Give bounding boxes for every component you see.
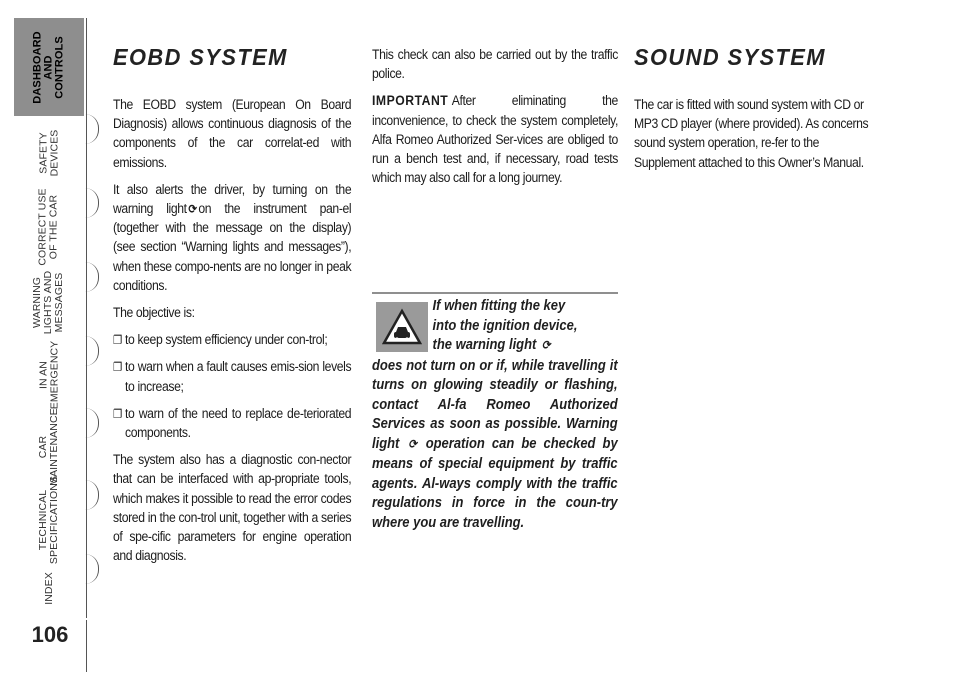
- engine-check-icon: ⟳: [188, 202, 197, 217]
- checkbox-bullet-icon: ❐: [113, 333, 122, 348]
- eobd-title: EOBD SYSTEM: [113, 44, 288, 70]
- warning-rest-a: does not turn on or if, while travelling it turns on glowing steadily or flashing, contact Al-fa Romeo Authorized Services as soon as possible. Warning light: [372, 356, 618, 452]
- tab-separator: [58, 336, 99, 366]
- eobd-paragraph-2: [113, 181, 351, 296]
- page-number-rule: [86, 620, 87, 672]
- tab-label: SAFETY DEVICES: [36, 129, 60, 177]
- tab-divider-line: [86, 18, 87, 618]
- important-paragraph: [372, 92, 618, 188]
- warning-line-1: If when fitting the key: [432, 297, 566, 314]
- tab-separator: [58, 188, 99, 218]
- important-text: After eliminating the inconvenience, to check the system completely, Alfa Romeo Authorized Ser-vices are obliged to run a bench test and, if necessary, road tests which may also call for a long journey.: [372, 93, 618, 187]
- warning-line-2: into the ignition device,: [432, 316, 578, 334]
- sound-paragraph-1: The car is fitted with sound system with CD or MP3 CD player (where provided). As concerns sound system operation, re-fer to the Supplement attached to this Owner’s Manual.: [634, 97, 869, 171]
- sound-body: [634, 96, 877, 181]
- tab-label: IN AN EMERGENCY: [36, 340, 60, 410]
- page-number: 106: [31, 622, 69, 647]
- warning-line-3-text: the warning light: [432, 336, 537, 353]
- eobd-body: [113, 96, 351, 574]
- warning-line-3: [372, 335, 618, 356]
- tab-label: WARNING LIGHTS AND MESSAGES: [31, 270, 66, 334]
- checkbox-bullet-icon: ❐: [113, 406, 122, 421]
- warning-box: [372, 292, 618, 558]
- tab-label: DASHBOARD AND CONTROLS: [31, 30, 66, 104]
- eobd-paragraph-1: The EOBD system (European On Board Diagnosis) allows continuous diagnosis of the components of the car correlat-ed with emissions.: [113, 97, 352, 171]
- middle-paragraph-1: This check can also be carried out by the traffic police.: [372, 47, 618, 83]
- tab-label: INDEX: [42, 571, 55, 605]
- engine-check-icon: ⟳: [408, 436, 417, 451]
- tab-separator: [58, 408, 99, 438]
- bullet-text: to warn of the need to replace de-teriorated components.: [125, 405, 352, 442]
- bullet-item: [113, 331, 351, 350]
- tab-separator: [58, 114, 99, 144]
- engine-check-icon: ⟳: [541, 338, 551, 352]
- tab-separator: [58, 554, 99, 584]
- tab-label: CAR MAINTENANCE: [37, 408, 60, 486]
- bullet-text: to warn when a fault causes emis-sion levels to increase;: [125, 359, 352, 395]
- eobd-p2-start: It also alerts the driver, by turning on the warning light: [113, 181, 352, 218]
- bullet-item: [113, 358, 351, 396]
- warning-rest-b: operation can be checked by means of special equipment by traffic agents. Al-ways comply with the traffic regulations in force in the coun-try where you are travelling.: [372, 434, 618, 531]
- chapter-tabs: [0, 0, 100, 692]
- tab-label: TECHNICAL SPECIFICATIONS: [37, 475, 61, 565]
- tab-separator: [58, 262, 99, 292]
- eobd-paragraph-3: The objective is:: [113, 305, 195, 322]
- tab-separator: [58, 480, 99, 510]
- bullet-item: [113, 405, 351, 443]
- checkbox-bullet-icon: ❐: [113, 360, 122, 375]
- bullet-text: to keep system efficiency under con-trol;: [125, 332, 328, 349]
- warning-top-rule: [372, 292, 618, 294]
- eobd-paragraph-4: The system also has a diagnostic con-nector that can be interfaced with ap-propriate tools, which makes it possible to read the error codes stored in the con-trol unit, together with a series of spe-cific parameters for engine operation and diagnosis.: [113, 452, 352, 565]
- middle-body: [372, 46, 618, 196]
- warning-text: [372, 296, 618, 532]
- tab-label: CORRECT USE OF THE CAR: [37, 188, 60, 266]
- tab-dashboard-and-controls[interactable]: [14, 18, 84, 116]
- important-label: IMPORTANT: [372, 93, 449, 110]
- eobd-p2-end: on the instrument pan-el (together with the message on the display) (see section “Warning lights and messages”), when these compo-nents are no longer in peak conditions.: [113, 201, 352, 294]
- sound-title: SOUND SYSTEM: [634, 44, 826, 70]
